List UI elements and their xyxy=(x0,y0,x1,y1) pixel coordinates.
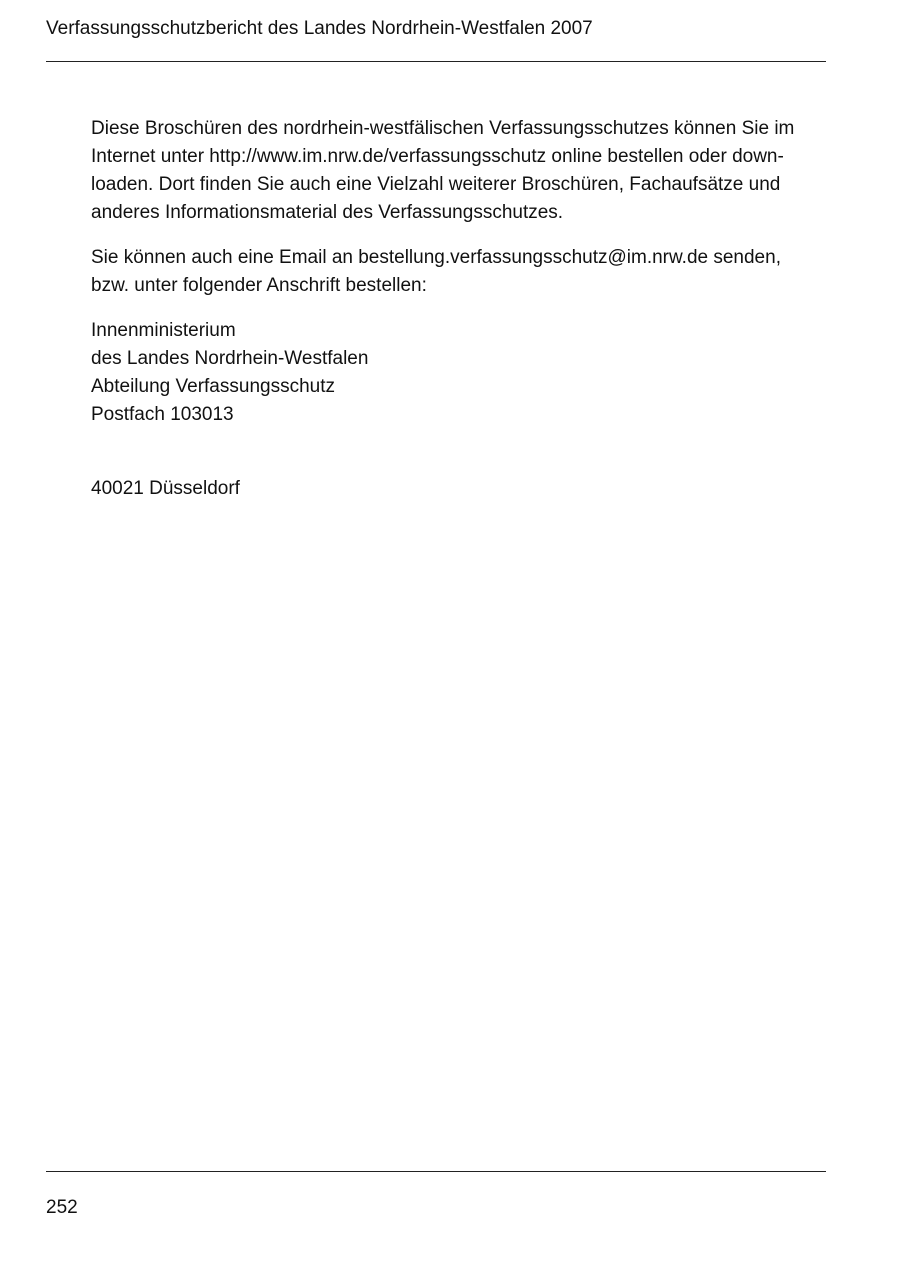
email-order-paragraph xyxy=(91,244,811,300)
header-divider xyxy=(46,61,826,62)
main-text xyxy=(91,115,811,429)
text-line: loaden. Dort finden Sie auch eine Vielzahl weiterer Broschüren, Fachaufsätze und xyxy=(91,174,781,195)
text-line: bzw. unter folgender Anschrift bestellen: xyxy=(91,275,427,296)
page-number: 252 xyxy=(46,1197,78,1218)
postal-address xyxy=(91,317,811,429)
address-city: 40021 Düsseldorf xyxy=(91,478,240,499)
running-header-title: Verfassungsschutzbericht des Landes Nordrhein-Westfalen 2007 xyxy=(46,18,593,39)
order-info-paragraph xyxy=(91,115,811,227)
text-line: Sie können auch eine Email an bestellung.verfassungsschutz@im.nrw.de senden, xyxy=(91,247,781,268)
address-line: Abteilung Verfassungsschutz xyxy=(91,376,335,397)
address-line: des Landes Nordrhein-Westfalen xyxy=(91,348,369,369)
footer-divider xyxy=(46,1171,826,1172)
text-line: Internet unter http://www.im.nrw.de/verfassungsschutz online bestellen oder down- xyxy=(91,146,784,167)
address-line: Postfach 103013 xyxy=(91,404,234,425)
text-line: anderes Informationsmaterial des Verfassungsschutzes. xyxy=(91,202,564,223)
text-line: Diese Broschüren des nordrhein-westfälischen Verfassungsschutzes können Sie im xyxy=(91,118,795,139)
address-line: Innenministerium xyxy=(91,320,236,341)
